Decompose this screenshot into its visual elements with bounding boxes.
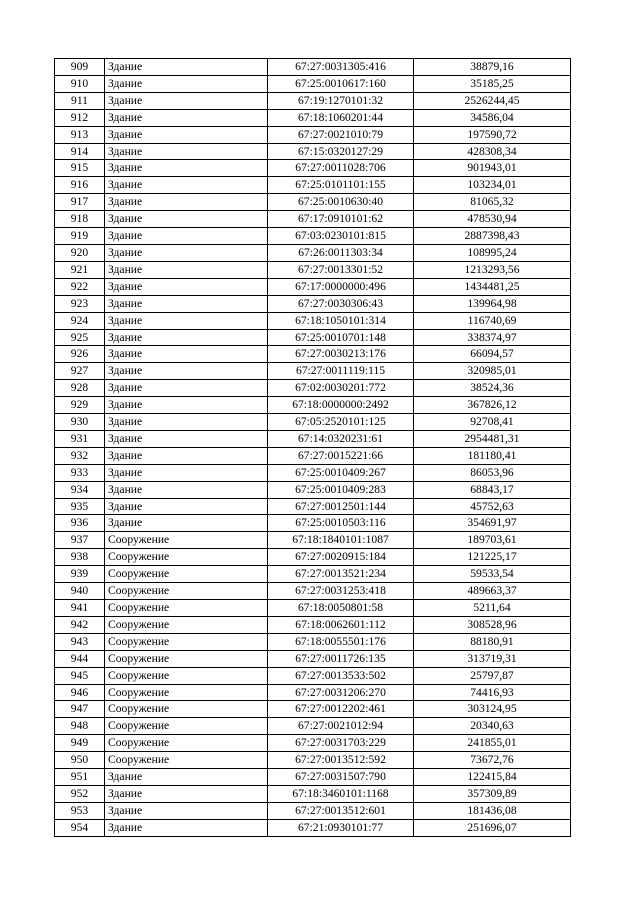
object-type-cell: Сооружение bbox=[105, 701, 268, 718]
row-number-cell: 920 bbox=[55, 244, 105, 261]
cadastral-number-cell: 67:27:0013512:592 bbox=[268, 752, 414, 769]
table-row bbox=[55, 380, 571, 397]
cadastral-number-cell: 67:27:0011119:115 bbox=[268, 363, 414, 380]
object-type-cell: Здание bbox=[105, 92, 268, 109]
object-type-cell: Сооружение bbox=[105, 684, 268, 701]
row-number-cell: 932 bbox=[55, 447, 105, 464]
cadastral-value-cell: 354691,97 bbox=[414, 515, 571, 532]
cadastral-number-cell: 67:02:0030201:772 bbox=[268, 380, 414, 397]
table-row bbox=[55, 802, 571, 819]
table-row bbox=[55, 498, 571, 515]
cadastral-number-cell: 67:27:0013512:601 bbox=[268, 802, 414, 819]
table-row bbox=[55, 363, 571, 380]
object-type-cell: Здание bbox=[105, 59, 268, 76]
object-type-cell: Здание bbox=[105, 109, 268, 126]
table-row bbox=[55, 735, 571, 752]
cadastral-value-cell: 901943,01 bbox=[414, 160, 571, 177]
cadastral-value-cell: 73672,76 bbox=[414, 752, 571, 769]
object-type-cell: Здание bbox=[105, 447, 268, 464]
row-number-cell: 937 bbox=[55, 532, 105, 549]
table-row bbox=[55, 600, 571, 617]
row-number-cell: 927 bbox=[55, 363, 105, 380]
object-type-cell: Здание bbox=[105, 430, 268, 447]
cadastral-value-table bbox=[54, 58, 571, 837]
row-number-cell: 951 bbox=[55, 769, 105, 786]
table-row bbox=[55, 515, 571, 532]
cadastral-value-cell: 34586,04 bbox=[414, 109, 571, 126]
object-type-cell: Сооружение bbox=[105, 566, 268, 583]
cadastral-value-cell: 35185,25 bbox=[414, 75, 571, 92]
row-number-cell: 953 bbox=[55, 802, 105, 819]
cadastral-value-cell: 338374,97 bbox=[414, 329, 571, 346]
row-number-cell: 914 bbox=[55, 143, 105, 160]
object-type-cell: Сооружение bbox=[105, 735, 268, 752]
object-type-cell: Здание bbox=[105, 211, 268, 228]
object-type-cell: Здание bbox=[105, 498, 268, 515]
table-row bbox=[55, 126, 571, 143]
object-type-cell: Сооружение bbox=[105, 633, 268, 650]
object-type-cell: Здание bbox=[105, 769, 268, 786]
table-row bbox=[55, 566, 571, 583]
row-number-cell: 935 bbox=[55, 498, 105, 515]
object-type-cell: Здание bbox=[105, 75, 268, 92]
row-number-cell: 929 bbox=[55, 397, 105, 414]
object-type-cell: Здание bbox=[105, 464, 268, 481]
row-number-cell: 921 bbox=[55, 261, 105, 278]
object-type-cell: Здание bbox=[105, 261, 268, 278]
table-row bbox=[55, 650, 571, 667]
row-number-cell: 940 bbox=[55, 583, 105, 600]
object-type-cell: Здание bbox=[105, 329, 268, 346]
cadastral-number-cell: 67:27:0021010:79 bbox=[268, 126, 414, 143]
cadastral-number-cell: 67:27:0011726:135 bbox=[268, 650, 414, 667]
table-row bbox=[55, 769, 571, 786]
row-number-cell: 934 bbox=[55, 481, 105, 498]
table-row bbox=[55, 143, 571, 160]
cadastral-number-cell: 67:27:0031507:790 bbox=[268, 769, 414, 786]
table-row bbox=[55, 244, 571, 261]
object-type-cell: Здание bbox=[105, 515, 268, 532]
table-row bbox=[55, 583, 571, 600]
table-row bbox=[55, 346, 571, 363]
cadastral-number-cell: 67:18:0000000:2492 bbox=[268, 397, 414, 414]
object-type-cell: Здание bbox=[105, 126, 268, 143]
row-number-cell: 952 bbox=[55, 785, 105, 802]
cadastral-number-cell: 67:27:0012202:461 bbox=[268, 701, 414, 718]
table-row bbox=[55, 481, 571, 498]
cadastral-number-cell: 67:18:1840101:1087 bbox=[268, 532, 414, 549]
cadastral-value-cell: 181180,41 bbox=[414, 447, 571, 464]
cadastral-number-cell: 67:03:0230101:815 bbox=[268, 228, 414, 245]
row-number-cell: 926 bbox=[55, 346, 105, 363]
cadastral-value-cell: 428308,34 bbox=[414, 143, 571, 160]
row-number-cell: 913 bbox=[55, 126, 105, 143]
cadastral-number-cell: 67:27:0030306:43 bbox=[268, 295, 414, 312]
table-row bbox=[55, 329, 571, 346]
cadastral-number-cell: 67:18:0062601:112 bbox=[268, 616, 414, 633]
row-number-cell: 922 bbox=[55, 278, 105, 295]
row-number-cell: 944 bbox=[55, 650, 105, 667]
table-row bbox=[55, 59, 571, 76]
object-type-cell: Здание bbox=[105, 194, 268, 211]
cadastral-value-cell: 45752,63 bbox=[414, 498, 571, 515]
row-number-cell: 915 bbox=[55, 160, 105, 177]
table-row bbox=[55, 92, 571, 109]
cadastral-number-cell: 67:27:0012501:144 bbox=[268, 498, 414, 515]
cadastral-value-cell: 108995,24 bbox=[414, 244, 571, 261]
row-number-cell: 917 bbox=[55, 194, 105, 211]
row-number-cell: 911 bbox=[55, 92, 105, 109]
table-row bbox=[55, 532, 571, 549]
row-number-cell: 943 bbox=[55, 633, 105, 650]
table-row bbox=[55, 194, 571, 211]
cadastral-value-cell: 241855,01 bbox=[414, 735, 571, 752]
row-number-cell: 918 bbox=[55, 211, 105, 228]
object-type-cell: Здание bbox=[105, 143, 268, 160]
object-type-cell: Сооружение bbox=[105, 650, 268, 667]
cadastral-value-cell: 68843,17 bbox=[414, 481, 571, 498]
row-number-cell: 950 bbox=[55, 752, 105, 769]
table-row bbox=[55, 447, 571, 464]
cadastral-value-cell: 38524,36 bbox=[414, 380, 571, 397]
cadastral-number-cell: 67:25:0010617:160 bbox=[268, 75, 414, 92]
cadastral-value-cell: 181436,08 bbox=[414, 802, 571, 819]
document-page bbox=[54, 58, 570, 837]
cadastral-number-cell: 67:17:0000000:496 bbox=[268, 278, 414, 295]
cadastral-number-cell: 67:27:0031206:270 bbox=[268, 684, 414, 701]
table-row bbox=[55, 414, 571, 431]
row-number-cell: 945 bbox=[55, 667, 105, 684]
table-row bbox=[55, 464, 571, 481]
row-number-cell: 931 bbox=[55, 430, 105, 447]
row-number-cell: 942 bbox=[55, 616, 105, 633]
table-row bbox=[55, 684, 571, 701]
row-number-cell: 947 bbox=[55, 701, 105, 718]
object-type-cell: Сооружение bbox=[105, 718, 268, 735]
cadastral-value-cell: 86053,96 bbox=[414, 464, 571, 481]
cadastral-number-cell: 67:25:0010409:283 bbox=[268, 481, 414, 498]
cadastral-value-cell: 2887398,43 bbox=[414, 228, 571, 245]
cadastral-number-cell: 67:18:1060201:44 bbox=[268, 109, 414, 126]
cadastral-value-cell: 357309,89 bbox=[414, 785, 571, 802]
object-type-cell: Здание bbox=[105, 481, 268, 498]
object-type-cell: Здание bbox=[105, 346, 268, 363]
object-type-cell: Сооружение bbox=[105, 667, 268, 684]
cadastral-number-cell: 67:27:0015221:66 bbox=[268, 447, 414, 464]
table-row bbox=[55, 109, 571, 126]
row-number-cell: 923 bbox=[55, 295, 105, 312]
table-row bbox=[55, 718, 571, 735]
cadastral-value-cell: 92708,41 bbox=[414, 414, 571, 431]
row-number-cell: 910 bbox=[55, 75, 105, 92]
cadastral-number-cell: 67:27:0013533:502 bbox=[268, 667, 414, 684]
table-row bbox=[55, 633, 571, 650]
table-row bbox=[55, 549, 571, 566]
cadastral-value-cell: 2526244,45 bbox=[414, 92, 571, 109]
row-number-cell: 949 bbox=[55, 735, 105, 752]
table-row bbox=[55, 75, 571, 92]
object-type-cell: Здание bbox=[105, 160, 268, 177]
object-type-cell: Сооружение bbox=[105, 752, 268, 769]
cadastral-value-cell: 116740,69 bbox=[414, 312, 571, 329]
row-number-cell: 948 bbox=[55, 718, 105, 735]
object-type-cell: Сооружение bbox=[105, 549, 268, 566]
row-number-cell: 925 bbox=[55, 329, 105, 346]
object-type-cell: Здание bbox=[105, 177, 268, 194]
object-type-cell: Здание bbox=[105, 295, 268, 312]
cadastral-number-cell: 67:25:0010409:267 bbox=[268, 464, 414, 481]
cadastral-value-cell: 59533,54 bbox=[414, 566, 571, 583]
object-type-cell: Здание bbox=[105, 363, 268, 380]
table-row bbox=[55, 278, 571, 295]
cadastral-value-cell: 25797,87 bbox=[414, 667, 571, 684]
cadastral-value-cell: 303124,95 bbox=[414, 701, 571, 718]
row-number-cell: 928 bbox=[55, 380, 105, 397]
object-type-cell: Здание bbox=[105, 228, 268, 245]
cadastral-number-cell: 67:18:0050801:58 bbox=[268, 600, 414, 617]
table-row bbox=[55, 228, 571, 245]
row-number-cell: 924 bbox=[55, 312, 105, 329]
cadastral-value-cell: 313719,31 bbox=[414, 650, 571, 667]
row-number-cell: 936 bbox=[55, 515, 105, 532]
table-row bbox=[55, 785, 571, 802]
cadastral-value-cell: 103234,01 bbox=[414, 177, 571, 194]
cadastral-value-cell: 5211,64 bbox=[414, 600, 571, 617]
row-number-cell: 930 bbox=[55, 414, 105, 431]
cadastral-number-cell: 67:27:0030213:176 bbox=[268, 346, 414, 363]
cadastral-value-cell: 251696,07 bbox=[414, 819, 571, 836]
cadastral-number-cell: 67:25:0010503:116 bbox=[268, 515, 414, 532]
object-type-cell: Здание bbox=[105, 380, 268, 397]
cadastral-value-cell: 122415,84 bbox=[414, 769, 571, 786]
cadastral-value-cell: 478530,94 bbox=[414, 211, 571, 228]
cadastral-number-cell: 67:14:0320231:61 bbox=[268, 430, 414, 447]
object-type-cell: Сооружение bbox=[105, 600, 268, 617]
cadastral-number-cell: 67:27:0031253:418 bbox=[268, 583, 414, 600]
object-type-cell: Здание bbox=[105, 397, 268, 414]
cadastral-value-cell: 367826,12 bbox=[414, 397, 571, 414]
table-row bbox=[55, 616, 571, 633]
cadastral-number-cell: 67:27:0020915:184 bbox=[268, 549, 414, 566]
cadastral-number-cell: 67:15:0320127:29 bbox=[268, 143, 414, 160]
row-number-cell: 938 bbox=[55, 549, 105, 566]
cadastral-value-cell: 74416,93 bbox=[414, 684, 571, 701]
row-number-cell: 916 bbox=[55, 177, 105, 194]
table-row bbox=[55, 701, 571, 718]
cadastral-number-cell: 67:25:0101101:155 bbox=[268, 177, 414, 194]
cadastral-value-cell: 1213293,56 bbox=[414, 261, 571, 278]
object-type-cell: Здание bbox=[105, 312, 268, 329]
object-type-cell: Здание bbox=[105, 278, 268, 295]
cadastral-value-cell: 20340,63 bbox=[414, 718, 571, 735]
row-number-cell: 939 bbox=[55, 566, 105, 583]
cadastral-value-cell: 2954481,31 bbox=[414, 430, 571, 447]
row-number-cell: 933 bbox=[55, 464, 105, 481]
cadastral-number-cell: 67:27:0031703:229 bbox=[268, 735, 414, 752]
cadastral-number-cell: 67:27:0011028:706 bbox=[268, 160, 414, 177]
cadastral-number-cell: 67:25:0010630:40 bbox=[268, 194, 414, 211]
cadastral-value-cell: 489663,37 bbox=[414, 583, 571, 600]
cadastral-value-cell: 66094,57 bbox=[414, 346, 571, 363]
cadastral-value-cell: 38879,16 bbox=[414, 59, 571, 76]
cadastral-value-cell: 1434481,25 bbox=[414, 278, 571, 295]
table-row bbox=[55, 261, 571, 278]
cadastral-number-cell: 67:26:0011303:34 bbox=[268, 244, 414, 261]
cadastral-value-cell: 197590,72 bbox=[414, 126, 571, 143]
cadastral-number-cell: 67:27:0013521:234 bbox=[268, 566, 414, 583]
cadastral-value-cell: 121225,17 bbox=[414, 549, 571, 566]
object-type-cell: Здание bbox=[105, 785, 268, 802]
row-number-cell: 954 bbox=[55, 819, 105, 836]
cadastral-number-cell: 67:18:3460101:1168 bbox=[268, 785, 414, 802]
cadastral-value-cell: 81065,32 bbox=[414, 194, 571, 211]
table-row bbox=[55, 295, 571, 312]
table-row bbox=[55, 177, 571, 194]
cadastral-number-cell: 67:27:0031305:416 bbox=[268, 59, 414, 76]
table-row bbox=[55, 430, 571, 447]
row-number-cell: 912 bbox=[55, 109, 105, 126]
cadastral-number-cell: 67:25:0010701:148 bbox=[268, 329, 414, 346]
object-type-cell: Сооружение bbox=[105, 583, 268, 600]
object-type-cell: Здание bbox=[105, 414, 268, 431]
object-type-cell: Здание bbox=[105, 244, 268, 261]
object-type-cell: Сооружение bbox=[105, 616, 268, 633]
cadastral-number-cell: 67:18:0055501:176 bbox=[268, 633, 414, 650]
table-row bbox=[55, 397, 571, 414]
table-row bbox=[55, 667, 571, 684]
table-row bbox=[55, 752, 571, 769]
cadastral-value-cell: 139964,98 bbox=[414, 295, 571, 312]
cadastral-value-cell: 189703,61 bbox=[414, 532, 571, 549]
table-body bbox=[55, 59, 571, 837]
table-row bbox=[55, 160, 571, 177]
cadastral-number-cell: 67:18:1050101:314 bbox=[268, 312, 414, 329]
cadastral-number-cell: 67:17:0910101:62 bbox=[268, 211, 414, 228]
row-number-cell: 909 bbox=[55, 59, 105, 76]
cadastral-number-cell: 67:21:0930101:77 bbox=[268, 819, 414, 836]
row-number-cell: 946 bbox=[55, 684, 105, 701]
cadastral-value-cell: 88180,91 bbox=[414, 633, 571, 650]
cadastral-number-cell: 67:19:1270101:32 bbox=[268, 92, 414, 109]
table-row bbox=[55, 211, 571, 228]
cadastral-number-cell: 67:27:0021012:94 bbox=[268, 718, 414, 735]
object-type-cell: Здание bbox=[105, 802, 268, 819]
cadastral-value-cell: 308528,96 bbox=[414, 616, 571, 633]
cadastral-number-cell: 67:05:2520101:125 bbox=[268, 414, 414, 431]
object-type-cell: Здание bbox=[105, 819, 268, 836]
object-type-cell: Сооружение bbox=[105, 532, 268, 549]
row-number-cell: 919 bbox=[55, 228, 105, 245]
row-number-cell: 941 bbox=[55, 600, 105, 617]
cadastral-number-cell: 67:27:0013301:52 bbox=[268, 261, 414, 278]
cadastral-value-cell: 320985,01 bbox=[414, 363, 571, 380]
table-row bbox=[55, 819, 571, 836]
table-row bbox=[55, 312, 571, 329]
